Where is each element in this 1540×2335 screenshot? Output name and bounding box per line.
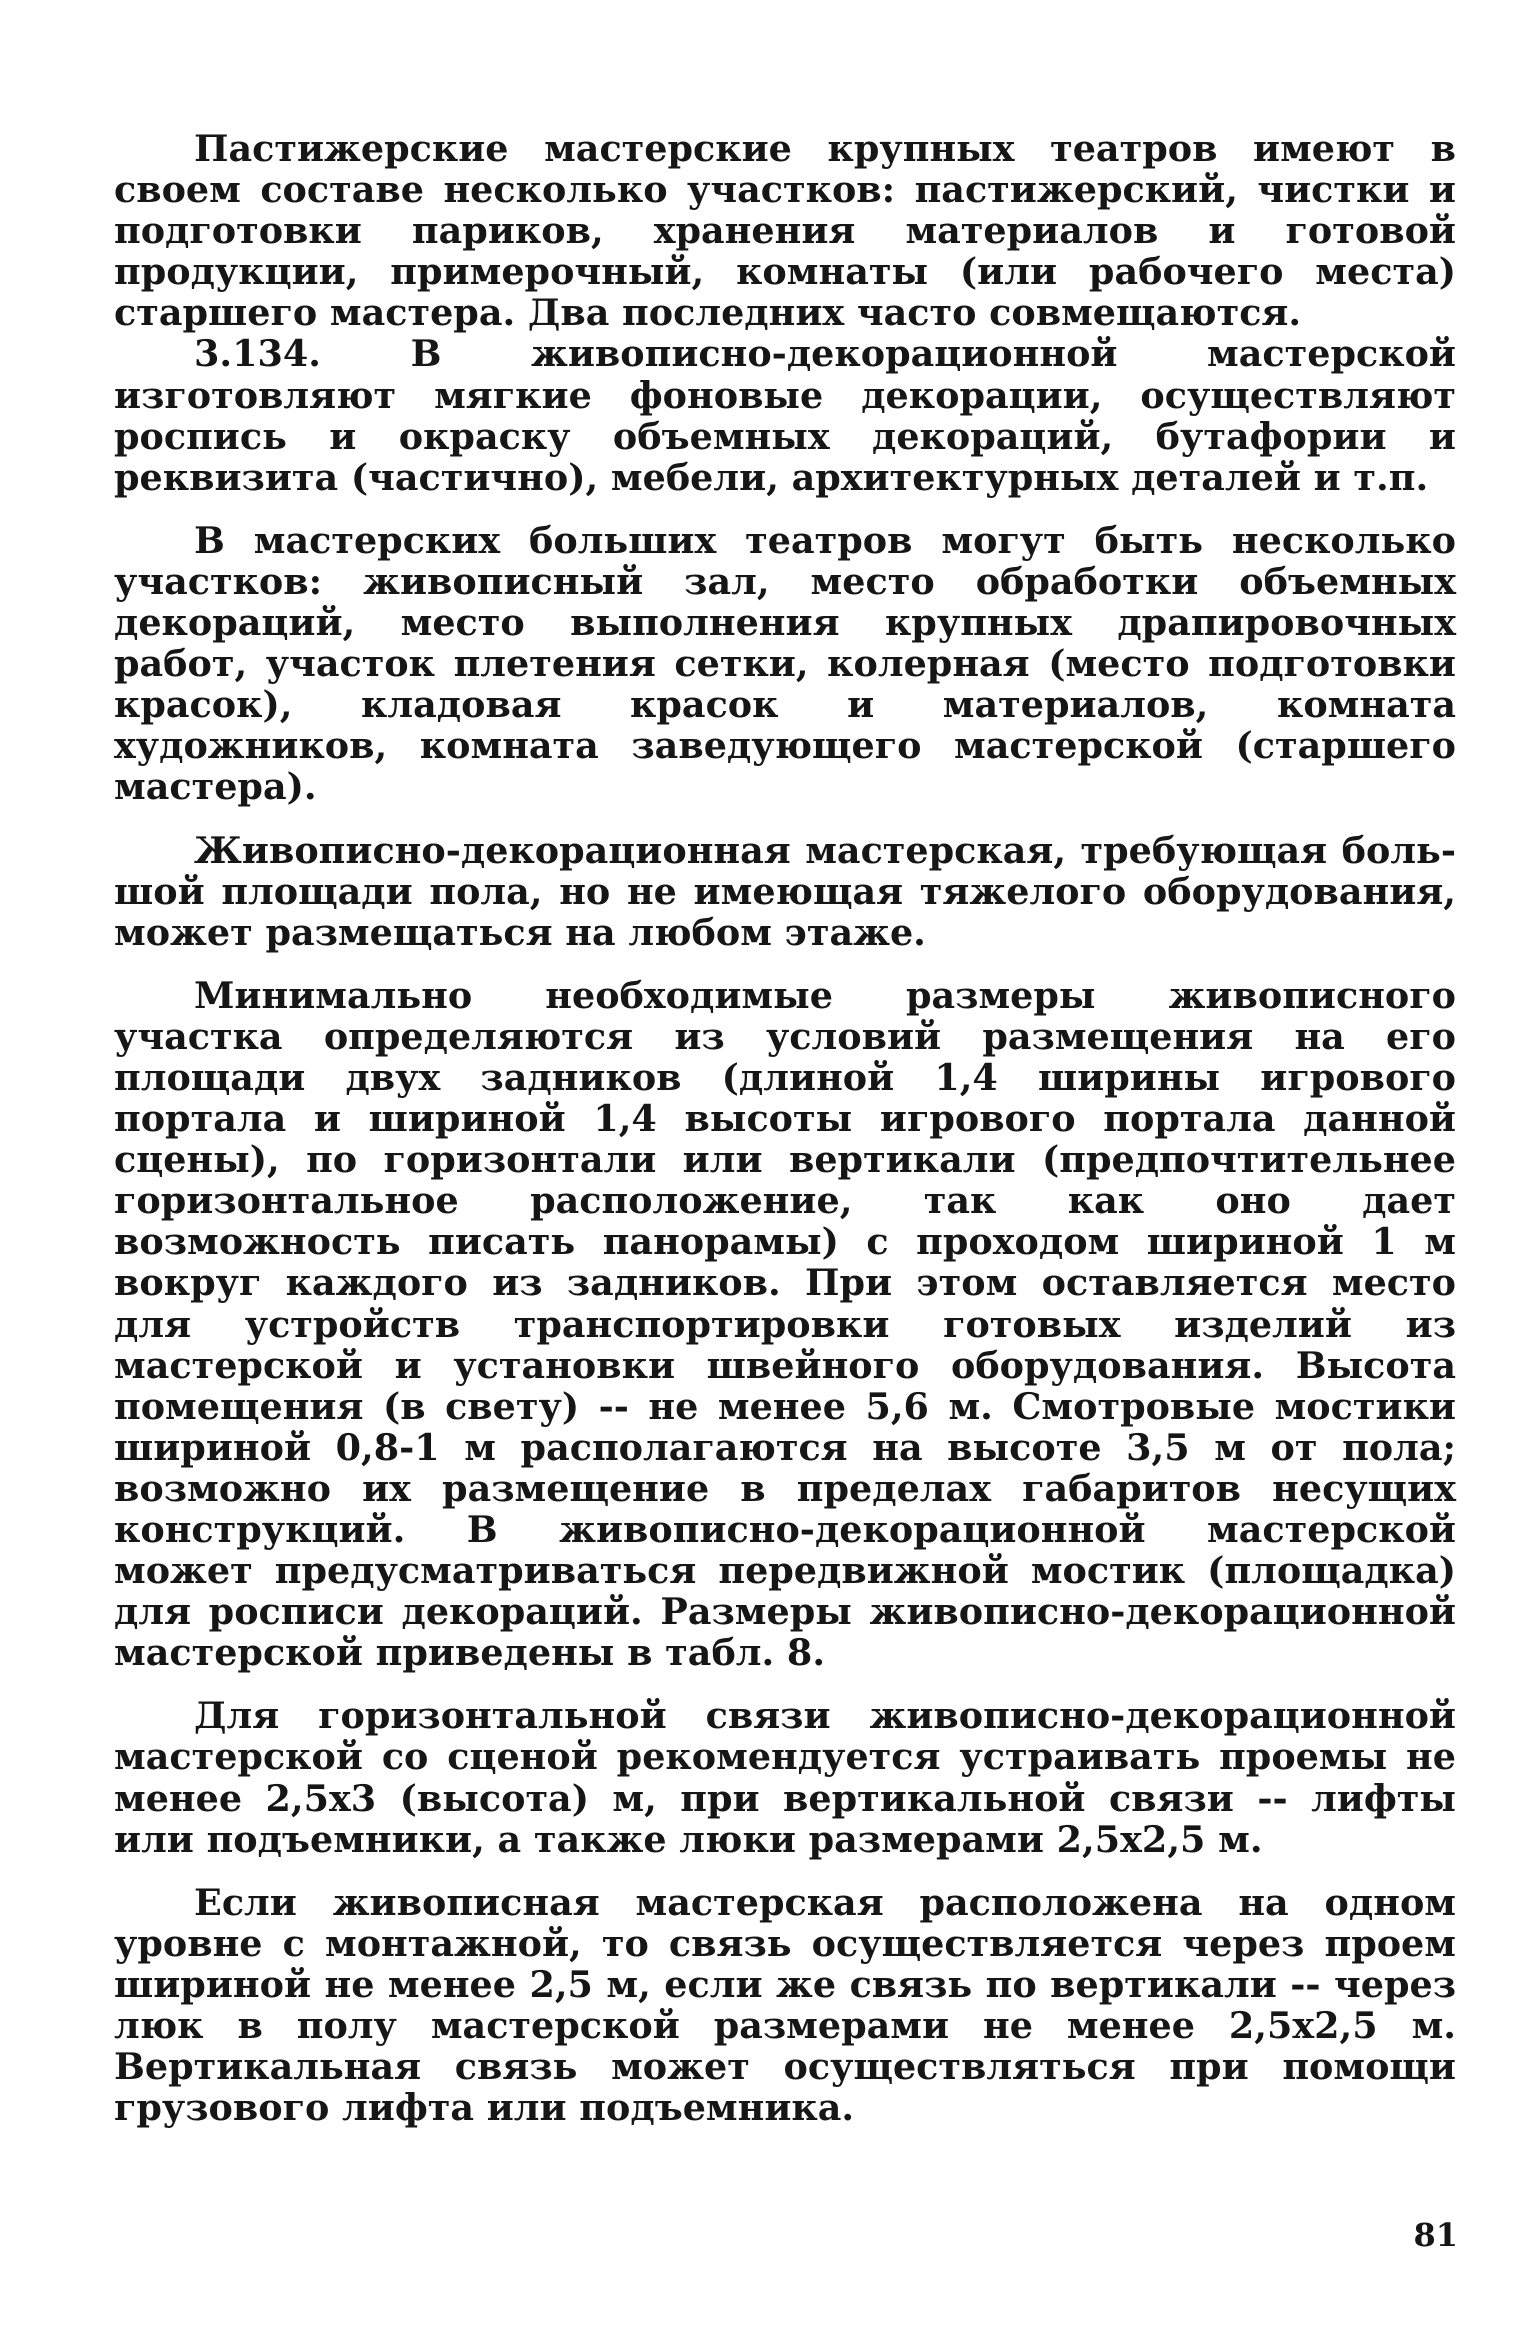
paragraph-vertical-connection: Если живописная мастерская расположена на одном уровне с монтажной, то связь осуществляется через проем шириной не менее 2,5 м, если же связь по вертикали -- через люк в полу мастерской размерами не менее 2,5х2,5 м. Вертикальная связь может осуществляться при помощи грузового лифта или подъемника. [114, 1880, 1456, 2130]
paragraph-pastizher-workshops: Пастижерские мастерские крупных театров имеют в своем составе несколько участков: пастижерский, чистки и подготовки париков, хранения материалов и готовой продукции, примерочный, комнаты (или рабочего места) старшего мастера. Два последних часто совмещаются. [114, 127, 1456, 335]
page-body [114, 128, 1456, 2128]
paragraph-horizontal-connection: Для горизонтальной связи живописно-декорационной мастерской со сценой рекомендуется устраивать проемы не менее 2,5х3 (высота) м, при вертикальной связи -- лифты или подъемники, а также люки размерами 2,5х2,5 м. [114, 1694, 1456, 1861]
paragraph-floor-placement: Живописно-декорационная мастерская, требующая большой площади пола, но не имеющая тяжелого оборудования, может размещаться на любом этаже. [114, 828, 1456, 954]
page-number: 81 [1413, 2216, 1458, 2254]
paragraph-section-3-134: 3.134. В живописно-декорационной мастерской изготовляют мягкие фоновые декорации, осуществляют роспись и окраску объемных декораций, бутафории и реквизита (частично), мебели, архитектурных деталей и т.п. [114, 332, 1456, 499]
paragraph-workshop-areas: В мастерских больших театров могут быть несколько участков: живописный зал, место обработки объемных декораций, место выполнения крупных драпировочных работ, участок плетения сетки, колерная (место подготовки красок), кладовая красок и материалов, комната художников, комната заведующего мастерской (старшего мастера). [114, 518, 1456, 809]
paragraph-minimum-dimensions: Минимально необходимые размеры живописного участка определяются из условий размещения на его площади двух задников (длиной 1,4 ширины игрового портала и шириной 1,4 высоты игрового портала данной сцены), по горизонтали или вертикали (предпочтительнее горизонтальное расположение, так как оно дает возможность писать панорамы) с проходом шириной 1 м вокруг каждого из задников. При этом оставляется место для устройств транспортировки готовых изделий из мастерской и установки швейного оборудования. Высота помещения (в свету) -- не менее 5,6 м. Смотровые мостики шириной 0,8-1 м располагаются на высоте 3,5 м от пола; возможно их размещение в пределах габаритов несущих конструкций. В живописно-декорационной мастерской может предусматриваться передвижной мостик (площадка) для росписи декораций. Размеры живописно-декорационной мастерской приведены в табл. 8. [114, 973, 1456, 1675]
